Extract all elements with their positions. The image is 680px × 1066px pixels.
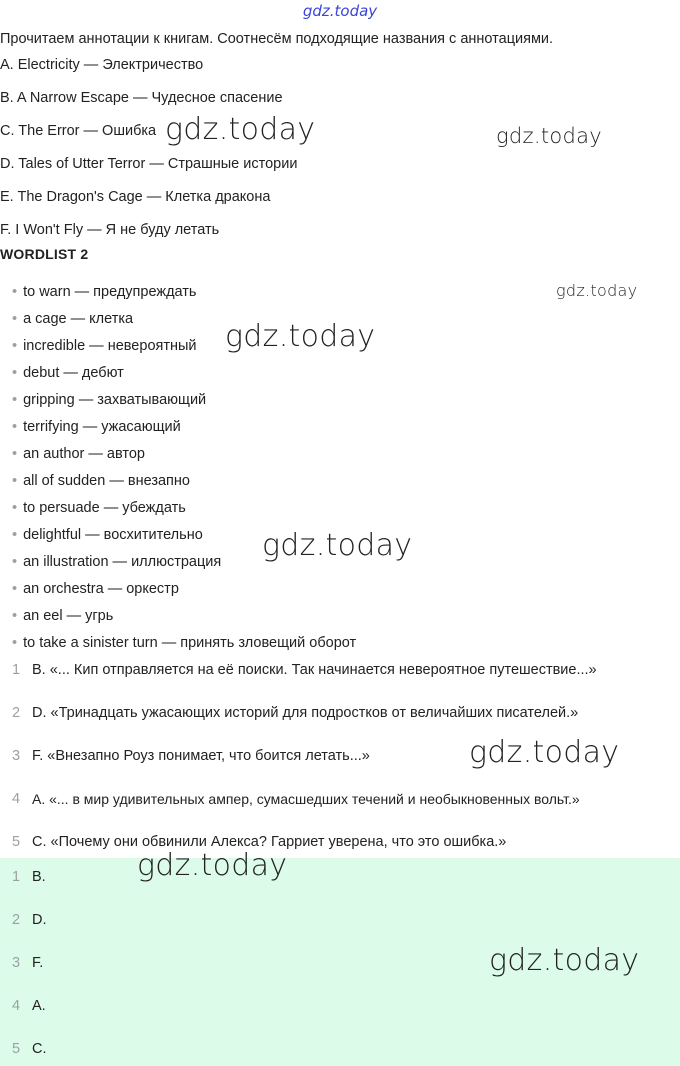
short-answer-row <box>0 998 680 1018</box>
wordlist-item: • an author — автор <box>12 446 145 462</box>
wordlist-item: • an illustration — иллюстрация <box>12 554 222 570</box>
bullet-icon: • <box>12 500 18 516</box>
watermark: gdz.today <box>469 735 620 770</box>
wordlist-item: • delightful — восхитительно <box>12 527 203 543</box>
answer-text: C. «Почему они обвинили Алекса? Гарриет уверена, что это ошибка.» <box>32 834 507 850</box>
wordlist-title: WORDLIST 2 <box>0 246 89 262</box>
answer-letter: B. <box>32 869 46 885</box>
watermark: gdz.today <box>262 528 413 563</box>
answer-letter: A. <box>32 998 46 1014</box>
title-pair: A. Electricity — Электричество <box>0 57 204 73</box>
wordlist-item: • an orchestra — оркестр <box>12 581 179 597</box>
bullet-icon: • <box>12 527 18 543</box>
short-answer-row <box>0 1041 680 1061</box>
bullet-icon: • <box>12 581 18 597</box>
title-pair: F. I Won't Fly — Я не буду летать <box>0 222 220 238</box>
answer-row <box>0 834 680 854</box>
wordlist-item: • to take a sinister turn — принять зловещий оборот <box>12 635 357 651</box>
wordlist-item: • an eel — угрь <box>12 608 114 624</box>
bullet-icon: • <box>12 473 18 489</box>
title-pair: C. The Error — Ошибка <box>0 123 157 139</box>
bullet-icon: • <box>12 311 18 327</box>
title-pair: B. A Narrow Escape — Чудесное спасение <box>0 90 283 106</box>
answer-number: 1 <box>12 869 21 885</box>
watermark: gdz.today <box>137 848 288 883</box>
header-watermark: gdz.today <box>302 2 378 20</box>
wordlist-item: • terrifying — ужасающий <box>12 419 181 435</box>
answer-number: 1 <box>12 662 21 678</box>
short-answer-row <box>0 869 680 889</box>
answer-letter: F. <box>32 955 44 971</box>
wordlist-item: • a cage — клетка <box>12 311 134 327</box>
answer-number: 5 <box>12 1041 21 1057</box>
answer-letter: C. <box>32 1041 47 1057</box>
wordlist-item: • to persuade — убеждать <box>12 500 186 516</box>
bullet-icon: • <box>12 392 18 408</box>
bullet-icon: • <box>12 635 18 651</box>
answer-number: 4 <box>12 791 21 807</box>
intro-text: Прочитаем аннотации к книгам. Соотнесём подходящие названия с аннотациями. <box>0 31 554 47</box>
watermark: gdz.today <box>496 124 603 148</box>
answer-row <box>0 791 680 811</box>
answer-text: A. «... в мир удивительных ампер, сумасшедших течений и необыкновенных вольт.» <box>32 791 580 807</box>
wordlist-item: • gripping — захватывающий <box>12 392 207 408</box>
bullet-icon: • <box>12 446 18 462</box>
answer-number: 3 <box>12 955 21 971</box>
wordlist-item: • to warn — предупреждать <box>12 284 197 300</box>
answer-number: 4 <box>12 998 21 1014</box>
watermark: gdz.today <box>165 112 316 147</box>
watermark: gdz.today <box>556 281 638 300</box>
answer-text: F. «Внезапно Роуз понимает, что боится летать...» <box>32 748 370 764</box>
answer-number: 2 <box>12 705 21 721</box>
answer-text: D. «Тринадцать ужасающих историй для подростков от величайших писателей.» <box>32 705 579 721</box>
answer-number: 2 <box>12 912 21 928</box>
answer-row <box>0 705 680 725</box>
title-pair: D. Tales of Utter Terror — Страшные истории <box>0 156 298 172</box>
bullet-icon: • <box>12 284 18 300</box>
wordlist-item: • debut — дебют <box>12 365 124 381</box>
answer-letter: D. <box>32 912 47 928</box>
bullet-icon: • <box>12 419 18 435</box>
bullet-icon: • <box>12 554 18 570</box>
answer-number: 3 <box>12 748 21 764</box>
short-answer-row <box>0 912 680 932</box>
bullet-icon: • <box>12 608 18 624</box>
bullet-icon: • <box>12 365 18 381</box>
bullet-icon: • <box>12 338 18 354</box>
wordlist-item: • incredible — невероятный <box>12 338 197 354</box>
title-pair: E. The Dragon's Cage — Клетка дракона <box>0 189 271 205</box>
answer-row <box>0 662 680 682</box>
watermark: gdz.today <box>489 943 640 978</box>
wordlist-item: • all of sudden — внезапно <box>12 473 190 489</box>
watermark: gdz.today <box>225 319 376 354</box>
answer-text: B. «... Кип отправляется на её поиски. Так начинается невероятное путешествие...» <box>32 662 597 678</box>
answer-number: 5 <box>12 834 21 850</box>
